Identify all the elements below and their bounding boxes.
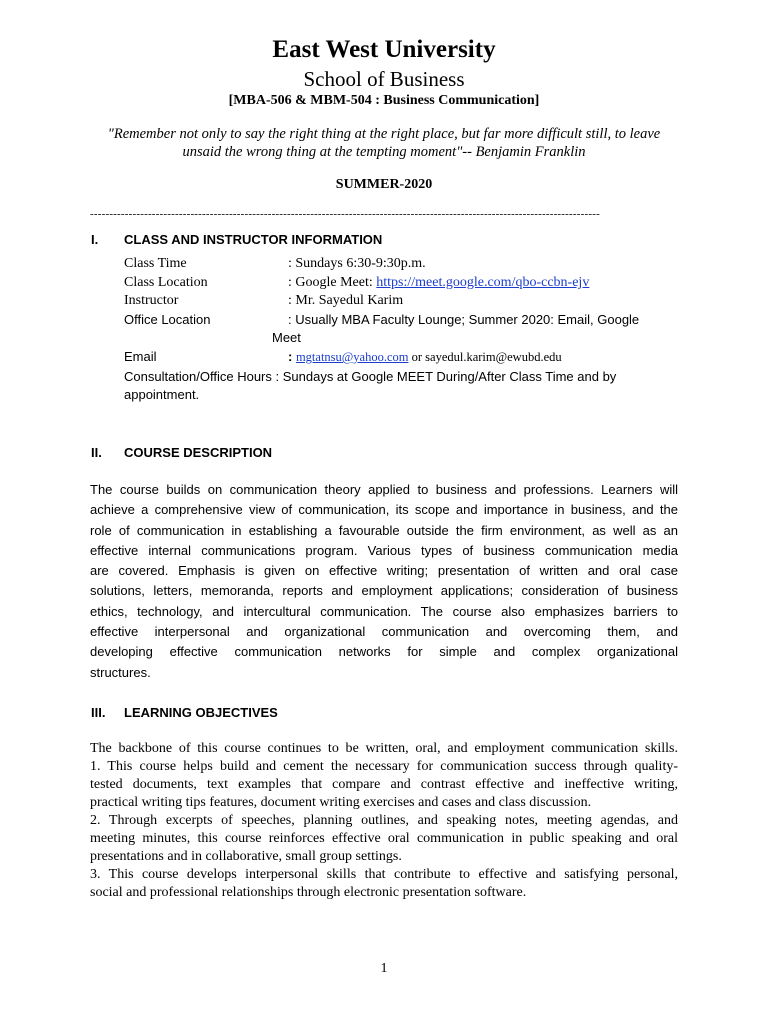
email-row (124, 349, 562, 367)
instructor-row (124, 293, 403, 311)
class-time-label: Class Time (124, 256, 187, 271)
quote (0, 125, 768, 161)
learning-objectives (90, 740, 678, 902)
paragraph-line: effective internal communications program. Various types of business communication media (90, 542, 678, 558)
paragraph-line: social and professional relationships through electronic presentation software. (90, 885, 527, 900)
paragraph-line: developing effective communication networks for simple and complex organizational (90, 644, 678, 660)
office-location-value: : Usually MBA Faculty Lounge; Summer 2020: Email, Google (288, 312, 640, 327)
paragraph-line: solutions, letters, memoranda, reports and employment applications; consideration of business (90, 583, 678, 599)
paragraph-line: 3. This course develops interpersonal skills that contribute to effective and satisfying personal, (90, 867, 678, 882)
paragraph-line: 1. This course helps build and cement the necessary for communication success through quality- (90, 759, 678, 774)
section-title: LEARNING OBJECTIVES (124, 705, 278, 720)
paragraph-line: are covered. Emphasis is given on effective writing; presentation of written and oral case (90, 563, 678, 579)
office-location-value-line-2: Meet (272, 330, 301, 345)
term: SUMMER-2020 (335, 177, 433, 192)
paragraph-line: ethics, technology, and intercultural communication. The course also emphasizes barriers to (90, 603, 678, 619)
instructor-value: : Mr. Sayedul Karim (288, 293, 404, 308)
class-time-value: : Sundays 6:30-9:30p.m. (288, 256, 426, 271)
paragraph-line: practical writing tips features, document writing exercises and cases and class discussion. (90, 795, 592, 810)
class-location-prefix: : Google Meet: (288, 275, 377, 290)
paragraph-line: The backbone of this course continues to be written, oral, and employment communication skills. (90, 741, 678, 756)
course-description (90, 480, 678, 683)
section-number: II. (91, 445, 102, 460)
divider: ------------------------------------------------------------------------------------------------------------------------------------ (90, 208, 600, 220)
email-rest: or sayedul.karim@ewubd.edu (408, 350, 562, 364)
email-link[interactable]: mgtatnsu@yahoo.com (295, 350, 409, 364)
course-code: [MBA-506 & MBM-504 : Business Communication] (228, 93, 540, 108)
office-location-label: Office Location (124, 312, 211, 327)
paragraph-line: 2. Through excerpts of speeches, planning outlines, and speaking notes, meeting agendas, and (90, 813, 678, 828)
email-label: Email (124, 349, 157, 364)
page-number: 1 (380, 961, 388, 976)
quote-line-2: unsaid the wrong thing at the tempting moment"-- Benjamin Franklin (182, 144, 586, 160)
university-name: East West University (272, 36, 496, 63)
instructor-label: Instructor (124, 293, 179, 308)
section-title: CLASS AND INSTRUCTOR INFORMATION (124, 232, 383, 247)
consultation-line-2: appointment. (124, 387, 200, 402)
section-number: III. (91, 705, 106, 720)
paragraph-line: effective interpersonal and organizational communication and overcoming them, and (90, 624, 678, 640)
school-name: School of Business (303, 67, 465, 91)
paragraph-line: tested documents, text examples that compare and contrast effective and ineffective writing, (90, 777, 678, 792)
class-location-label: Class Location (124, 275, 208, 290)
section-number: I. (91, 232, 99, 247)
class-location-row (124, 275, 589, 293)
paragraph-line: role of communication in establishing a favourable outside the firm environment, as well as an (90, 522, 678, 538)
paragraph-line: achieve a comprehensive view of communication, its scope and importance in business, and the (90, 502, 678, 518)
class-time-row (124, 256, 426, 274)
consultation-line-1: Consultation/Office Hours : Sundays at Google MEET During/After Class Time and by (124, 369, 617, 384)
paragraph-line: presentations and in collaborative, small group settings. (90, 849, 402, 864)
quote-line-1: "Remember not only to say the right thing at the right place, but far more difficult still, to leave (107, 126, 661, 142)
office-location-row (124, 312, 639, 330)
meet-link[interactable]: https://meet.google.com/qbo-ccbn-ejv (376, 275, 590, 290)
paragraph-line: The course builds on communication theory applied to business and professions. Learners will (90, 482, 678, 497)
paragraph-line: structures. (90, 664, 151, 680)
section-title: COURSE DESCRIPTION (124, 445, 273, 460)
email-colon: : (288, 349, 296, 364)
paragraph-line: meeting minutes, this course reinforces effective oral communication in public speaking and oral (90, 831, 678, 846)
